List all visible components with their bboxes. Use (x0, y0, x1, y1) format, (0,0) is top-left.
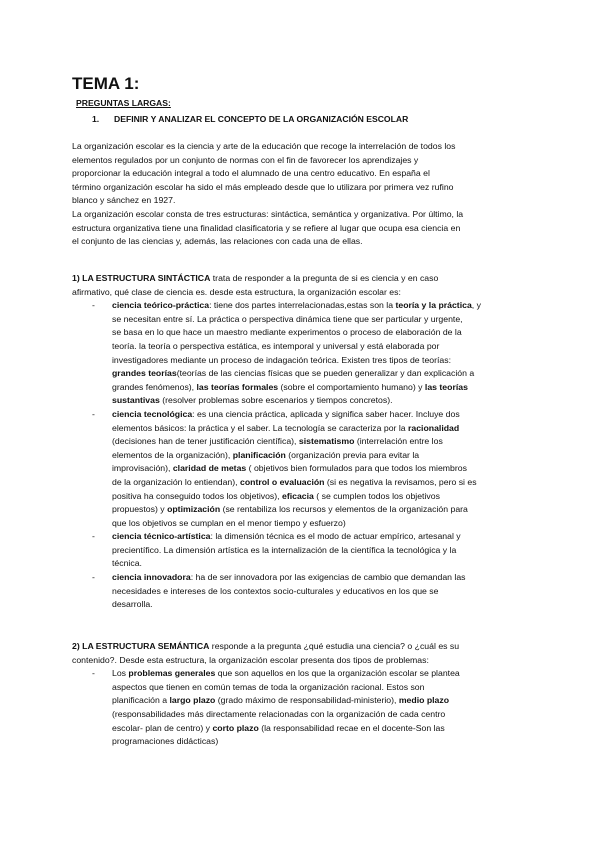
text-segment: ( objetivos bien formulados para que todos los miembros (246, 463, 467, 474)
bold-term: racionalidad (408, 422, 460, 433)
text-segment: teoría. la teoría o perspectiva estática, es intemporal y universal y está elaborada por (112, 340, 440, 351)
text-segment: de la organización lo entiendan), (112, 476, 240, 487)
text-line (72, 476, 542, 490)
text-segment: (teorías de las ciencias físicas que se pueden generalizar y dan explicación a (176, 368, 475, 379)
text-segment: aspectos que tienen en común temas de toda la organización racional. Estos son (112, 681, 425, 692)
text-line (72, 154, 542, 168)
text-segment: grandes fenómenos), (112, 381, 197, 392)
text-line (72, 585, 542, 599)
text-segment: programaciones didácticas) (112, 736, 219, 747)
text-line (72, 735, 542, 749)
text-segment: blanco y sánchez en 1927. (72, 195, 176, 206)
bold-term: sustantivas (112, 395, 160, 406)
text-segment: (interrelación entre los (354, 436, 443, 447)
text-line (72, 571, 542, 585)
bold-term: ciencia tecnológica (112, 408, 193, 419)
text-segment: precientífico. La dimensión artística es la internalización de la científica la tecnológica y la (112, 544, 457, 555)
bold-term: optimización (167, 504, 221, 515)
text-line (72, 167, 542, 181)
text-line (72, 708, 542, 722)
text-line (72, 408, 542, 422)
text-segment: que son aquellos en los que la organización escolar se plantea (215, 668, 460, 679)
text-segment: investigadores mediante un proceso de indagación teórica. Existen tres tipos de teorías: (112, 354, 452, 365)
text-line (72, 557, 542, 571)
text-segment: afirmativo, qué clase de ciencia es. desde esta estructura, la organización escolar es: (72, 286, 401, 297)
text-segment: : la dimensión técnica es el modo de actuar empírico, artesanal y (210, 531, 461, 542)
text-segment: (resolver problemas sobre escenarios y tiempos concretos). (159, 395, 393, 406)
text-segment: el conjunto de las ciencias y, además, las relaciones con cada una de ellas. (72, 236, 363, 247)
text-segment: positiva ha conseguido todos los objetivos), (112, 490, 282, 501)
text-segment: trata de responder a la pregunta de si es ciencia y en caso (210, 273, 439, 283)
bold-term: las teorías formales (196, 381, 279, 392)
text-line (72, 462, 542, 476)
text-line (72, 222, 542, 236)
text-segment: Los (112, 668, 129, 679)
text-segment: escolar- plan de centro) y (112, 722, 213, 733)
text-segment: elementos de la organización), (112, 449, 233, 460)
bullet-dash: - (92, 531, 95, 542)
bold-term: control o evaluación (240, 476, 325, 487)
text-line (72, 503, 542, 517)
text-line (72, 449, 542, 463)
section-subtitle: PREGUNTAS LARGAS: (76, 98, 171, 108)
question-text: DEFINIR Y ANALIZAR EL CONCEPTO DE LA ORGANIZACIÓN ESCOLAR (114, 114, 409, 124)
text-segment: (se rentabiliza los recursos y elementos de la organización para (220, 504, 468, 515)
text-line (72, 354, 542, 368)
text-segment: propuestos) y (112, 504, 168, 515)
question-number: 1. (92, 114, 100, 124)
text-segment: técnica. (112, 558, 142, 569)
text-line (72, 722, 542, 736)
bold-term: ciencia teórico-práctica (112, 300, 210, 311)
question-heading (92, 114, 408, 124)
text-segment: improvisación), (112, 463, 173, 474)
text-segment: que los objetivos se cumplan en el menor tiempo y esfuerzo) (112, 517, 346, 528)
bold-term: grandes teorías (112, 368, 177, 379)
text-line (72, 326, 542, 340)
text-segment: La organización escolar es la ciencia y arte de la educación que recoge la interrelación de todos los (72, 141, 456, 151)
text-segment: estructura organizativa tiene una finalidad clasificatoria y se refiere al lugar que ocupa esa ciencia en (72, 222, 461, 233)
text-line (72, 654, 542, 668)
page-title: TEMA 1: (72, 74, 140, 93)
bold-term: ciencia técnico-artística (112, 531, 211, 542)
text-segment: se necesitan entre sí. La práctica o perspectiva dinámica tiene que ser particular y urgente, (112, 313, 463, 324)
bold-term: sistematismo (298, 436, 355, 447)
bold-term: las teorías (424, 381, 468, 392)
bold-term: claridad de metas (172, 463, 247, 474)
text-segment: contenido?. Desde esta estructura, la organización escolar presenta dos tipos de problemas: (72, 654, 429, 665)
text-line (72, 667, 542, 681)
text-segment: desarrolla. (112, 599, 153, 610)
intro-paragraph (72, 140, 542, 249)
bullet-dash: - (92, 300, 95, 311)
text-segment: : ha de ser innovadora por las exigencias de cambio que demandan las (190, 572, 466, 583)
text-line (72, 394, 542, 408)
bold-term: medio plazo (398, 695, 450, 706)
text-line (72, 381, 542, 395)
text-segment: , y (471, 300, 481, 311)
text-line (72, 694, 542, 708)
bold-term: ciencia innovadora (112, 572, 191, 583)
text-segment: responde a la pregunta ¿qué estudia una ciencia? o ¿cuál es su (209, 641, 460, 651)
bold-term: corto plazo (212, 722, 259, 733)
text-line (72, 367, 542, 381)
text-segment: (responsabilidades más directamente relacionadas con la organización de cada centro (112, 708, 446, 719)
bold-term: 1) LA ESTRUCTURA SINTÁCTICA (72, 273, 211, 283)
bullet-dash: - (92, 668, 95, 679)
text-line (72, 140, 542, 154)
text-segment: (decisiones han de tener justificación científica), (112, 436, 299, 447)
text-line (72, 235, 542, 249)
text-segment: La organización escolar consta de tres estructuras: sintáctica, semántica y organizativa. Por último, la (72, 208, 464, 219)
text-segment: (si es negativa la revisamos, pero si es (324, 476, 477, 487)
text-line (72, 640, 542, 654)
text-line (72, 517, 542, 531)
bullet-dash: - (92, 572, 95, 583)
bullet-dash: - (92, 408, 95, 419)
text-segment: (la responsabilidad recae en el docente-Son las (258, 722, 445, 733)
bold-term: largo plazo (169, 695, 216, 706)
text-line (72, 299, 542, 313)
bold-term: planificación (232, 449, 286, 460)
text-segment: ( se cumplen todos los objetivos (313, 490, 440, 501)
bold-term: 2) LA ESTRUCTURA SEMÁNTICA (72, 641, 210, 651)
text-segment: planificación a (112, 695, 170, 706)
text-segment: (sobre el comportamiento humano) y (278, 381, 425, 392)
text-line (72, 681, 542, 695)
text-segment: elementos regulados por un conjunto de normas con el fin de favorecer los aprendizajes y (72, 154, 419, 165)
text-segment: (grado máximo de responsabilidad-ministerio), (215, 695, 399, 706)
syntactic-structure-section (72, 272, 542, 612)
text-line (72, 272, 542, 286)
semantic-structure-section (72, 640, 542, 749)
text-line (72, 194, 542, 208)
bold-term: eficacia (282, 490, 314, 501)
text-line (72, 181, 542, 195)
text-segment: proporcionar la educación integral a todo el alumnado de una centro educativo. En españa el (72, 168, 430, 179)
text-segment: (organización previa para evitar la (285, 449, 420, 460)
text-segment: : tiene dos partes interrelacionadas,estas son la (209, 300, 396, 311)
text-segment: : es una ciencia práctica, aplicada y significa saber hacer. Incluye dos (192, 408, 460, 419)
text-line (72, 435, 542, 449)
text-line (72, 544, 542, 558)
text-line (72, 286, 542, 300)
text-segment: elementos básicos: la práctica y el saber. La tecnología se caracteriza por la (112, 422, 409, 433)
text-line (72, 313, 542, 327)
bold-term: teoría y la práctica (395, 300, 472, 311)
text-line (72, 530, 542, 544)
text-line (72, 208, 542, 222)
text-line (72, 598, 542, 612)
bold-term: problemas generales (128, 668, 216, 679)
text-line (72, 340, 542, 354)
text-segment: término organización escolar ha sido el más empleado desde que lo utilizara por primera vez rufino (72, 181, 454, 192)
text-line (72, 490, 542, 504)
text-segment: se basa en lo que hace un maestro mediante experimentos o proceso de elaboración de la (112, 327, 462, 338)
text-line (72, 422, 542, 436)
text-segment: necesidades e intereses de los contextos socio-culturales y educativos en los que se (112, 585, 439, 596)
